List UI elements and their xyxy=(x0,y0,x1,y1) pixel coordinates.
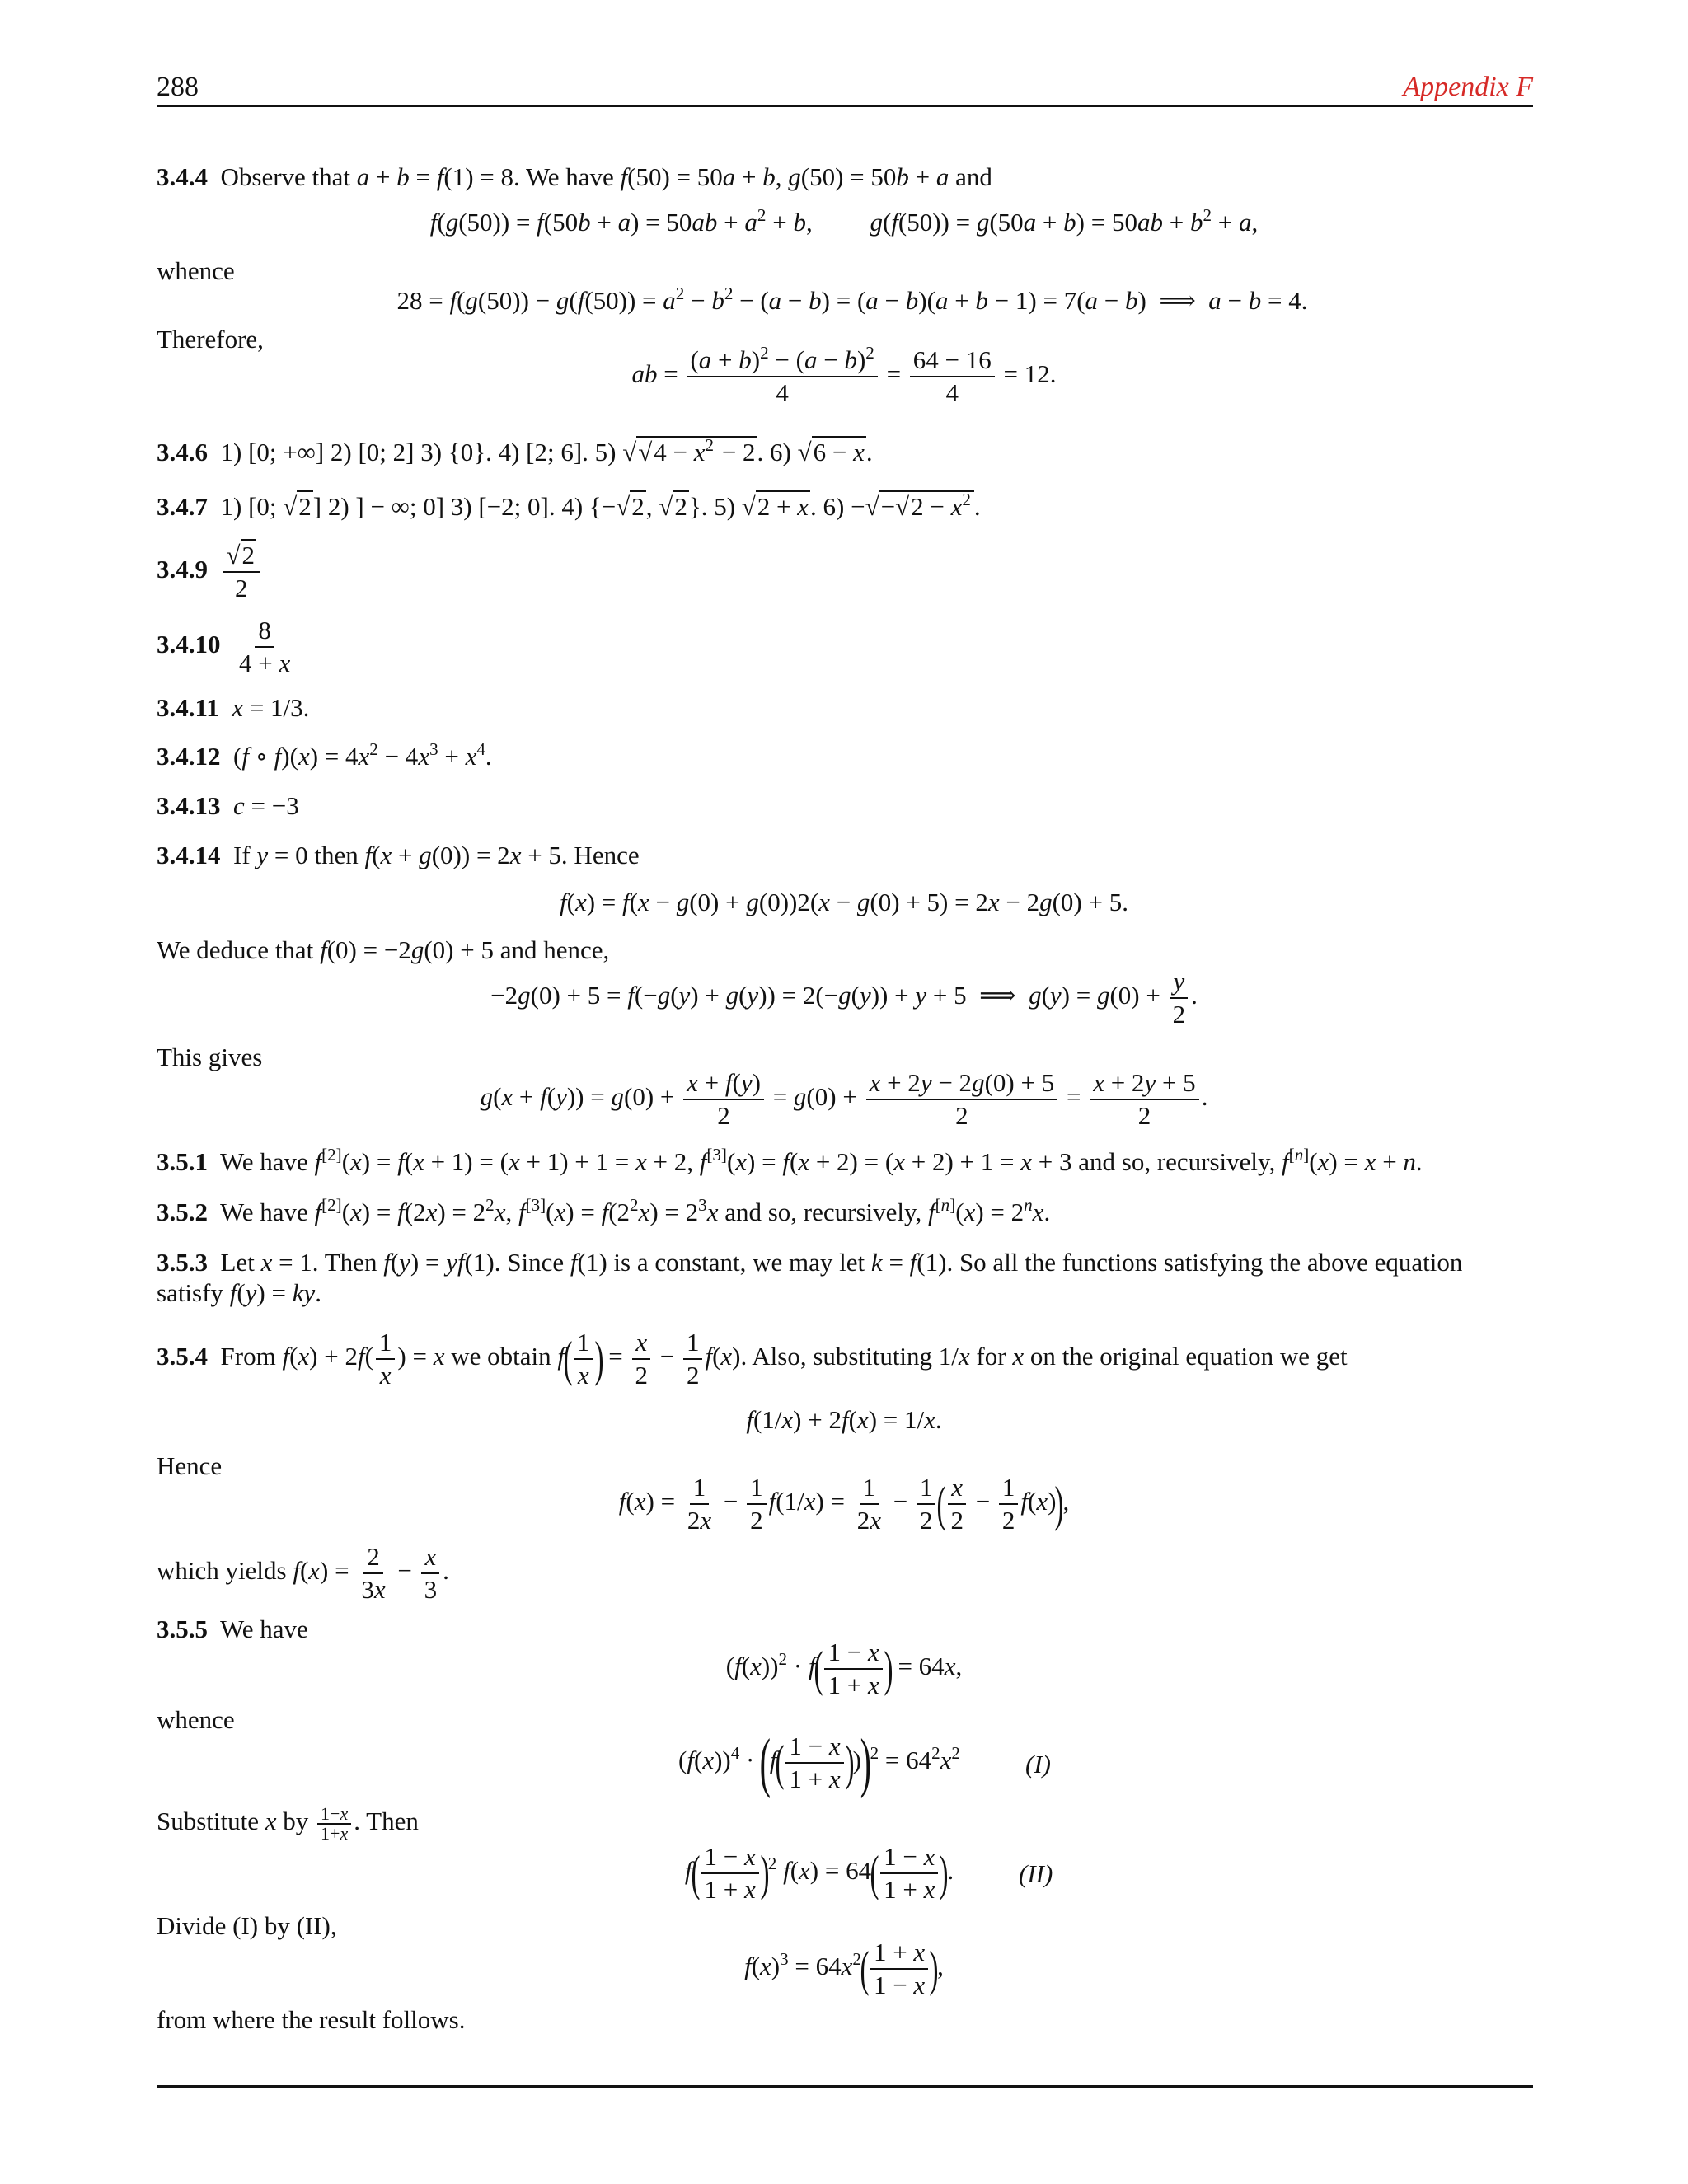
text-line: whence xyxy=(157,256,235,285)
exercise-number: 3.5.5 xyxy=(157,1615,208,1643)
solution-3-5-1: 3.5.1 We have f[2](x) = f(x + 1) = (x + 1) + 1 = x + 2, f[3](x) = f(x + 2) = (x + 2) + 1 = x + 3 and so, recursively, f[n](x) = x + n. xyxy=(157,1144,1423,1176)
equation-display: f( $\frac{1 - x}{1 + x}$ )$^2$ f(x) = 64( $\frac{1 - x}{1 + x}$ ). xyxy=(684,1842,954,1904)
equation-tag: (I) xyxy=(1025,1750,1051,1779)
exercise-number: 3.4.9 xyxy=(157,555,208,584)
text-line: which yields f(x) = $\frac{2}{3x}$ − $\frac{x}{3}$ . xyxy=(157,1542,449,1604)
solution-3-4-6: 3.4.6 1) [0; +∞] 2) [0; 2] 3) {0}. 4) [2; 6]. 5) $√√4 - x^2 - 2$. 6) √6 − x. xyxy=(157,434,873,466)
exercise-number: 3.4.13 xyxy=(157,791,221,820)
header-rule xyxy=(157,105,1533,107)
solution-3-4-10: 3.4.10 $\frac{8}{4 + x}$ xyxy=(157,616,291,677)
exercise-number: 3.4.10 xyxy=(157,630,221,659)
solution-3-4-14-intro: 3.4.14 If y = 0 then f(x + g(0)) = 2x + 5. Hence xyxy=(157,841,640,869)
text-line: Divide (I) by (II), xyxy=(157,1911,337,1940)
solution-3-5-3: 3.5.3 Let x = 1. Then f(y) = yf(1). Since f(1) is a constant, we may let k = f(1). So all the functions satisfying the above equation xyxy=(157,1248,1463,1277)
solution-3-4-13: 3.4.13 c = −3 xyxy=(157,791,299,820)
exercise-number: 3.5.3 xyxy=(157,1248,208,1277)
footer-rule xyxy=(157,2085,1533,2088)
equation-display: $f(g(50)) = f(50b + a) = 50ab + a^2 + b$, $g(f(50)) = g(50a + b) = 50ab + b^2 + a$, xyxy=(429,204,1259,237)
text-line: from where the result follows. xyxy=(157,2005,466,2034)
equation-display: $(f(x))^2 \cdot f$( $\frac{1 - x}{1 + x}$ ) = 64x, xyxy=(725,1638,963,1699)
equation-display: −2g(0) + 5 = f(−g(y) + g(y)) = 2(−g(y)) + y + 5 ⟹ g(y) = g(0) + $\frac{y}{2}$ . xyxy=(490,967,1198,1029)
exercise-number: 3.5.4 xyxy=(157,1342,208,1371)
solution-3-4-7: 3.4.7 1) [0; √2] 2) ] − ∞; 0] 3) [−2; 0]. 4) {−√2, √2}. 5) √2 + x. $6) -√-√2 - x^2$ . xyxy=(157,489,981,521)
exercise-number: 3.4.12 xyxy=(157,742,221,771)
exercise-number: 3.4.4 xyxy=(157,162,208,191)
exercise-number: 3.5.1 xyxy=(157,1147,208,1176)
equation-display: f(x) = f(x − g(0) + g(0))2(x − g(0) + 5) = 2x − 2g(0) + 5. xyxy=(560,888,1128,916)
equation-display: g(x + f(y)) = g(0) + $\frac{x + f(y)}{2}$ = g(0) + $\frac{x + 2y - 2g(0) + 5}{2}$ = $\frac{x + 2y + 5}{2}$ . xyxy=(480,1068,1208,1130)
running-header-title: Appendix F xyxy=(1403,72,1533,102)
text-line: Hence xyxy=(157,1451,223,1480)
equation-display: $(f(x))^4 \cdot (f$( $\frac{1 - x}{1 + x}$ )))$^2 = 64^2x^2$ xyxy=(678,1727,960,1799)
text-line: This gives xyxy=(157,1043,263,1071)
exercise-number: 3.4.7 xyxy=(157,492,208,521)
exercise-number: 3.4.14 xyxy=(157,841,221,869)
solution-3-4-11: 3.4.11 x = 1/3. xyxy=(157,693,310,722)
equation-display: $28 = f(g(50)) - g(f(50)) = a^2 - b^2 - (a - b) = (a - b)(a + b - 1) = 7(a - b)$ ⟹ a − b = 4. xyxy=(396,283,1308,315)
text-line: Therefore, xyxy=(157,325,264,354)
equation-display: f(1/x) + 2f(x) = 1/x. xyxy=(746,1405,942,1434)
equation-display: $f(x)^3 = 64x^2$( $\frac{1 + x}{1 - x}$ ), xyxy=(744,1938,944,1999)
solution-3-4-12: 3.4.12 (f ∘ $f)(x) = 4x^2 - 4x^3 + x^4$. xyxy=(157,738,492,771)
exercise-number: 3.4.6 xyxy=(157,438,208,466)
solution-3-5-4-intro: 3.5.4 From f(x) + 2f( $\frac{1}{x}$ ) = x we obtain f( $\frac{1}{x}$ ) = $\frac{x}{2}$ − $\frac{1}{2}$ f(x). Also, substituting 1/x for x on the original equation we get xyxy=(157,1328,1348,1390)
equation-display: ab = $\frac{(a + b)^2 - (a - b)^2}{4}$ = $\frac{64 - 16}{4}$ = 12. xyxy=(631,342,1057,407)
exercise-number: 3.4.11 xyxy=(157,693,219,722)
text-line: We deduce that f(0) = −2g(0) + 5 and hence, xyxy=(157,935,610,964)
exercise-number: 3.5.2 xyxy=(157,1197,208,1226)
text-line: whence xyxy=(157,1705,235,1734)
equation-display: f(x) = $\frac{1}{2x}$ − $\frac{1}{2}$ f(1/x) = $\frac{1}{2x}$ − $\frac{1}{2}$ ( $\frac{x}{2}$ − $\frac{1}{2}$ f(x)), xyxy=(618,1473,1070,1535)
page-number: 288 xyxy=(157,72,199,102)
solution-3-5-5-intro: 3.5.5 We have xyxy=(157,1615,308,1643)
solution-3-5-2: 3.5.2 We have $f[2](x) = f(2x) = 2^2x$, $f[3](x) = f(2^2x) = 2^3x$ and so, recursively, $f[n](x) = 2^nx$. xyxy=(157,1194,1051,1226)
text-line: satisfy f(y) = ky. xyxy=(157,1278,321,1307)
solution-3-4-4-intro: 3.4.4 Observe that a + b = f(1) = 8. We have f(50) = 50a + b, g(50) = 50b + a and xyxy=(157,162,992,191)
solution-3-4-9: 3.4.9 $\frac{√2}{2}$ xyxy=(157,540,262,604)
equation-tag: (II) xyxy=(1019,1859,1053,1888)
text-line: Substitute x by $\frac{1-x}{1+x}$ . Then xyxy=(157,1803,419,1844)
